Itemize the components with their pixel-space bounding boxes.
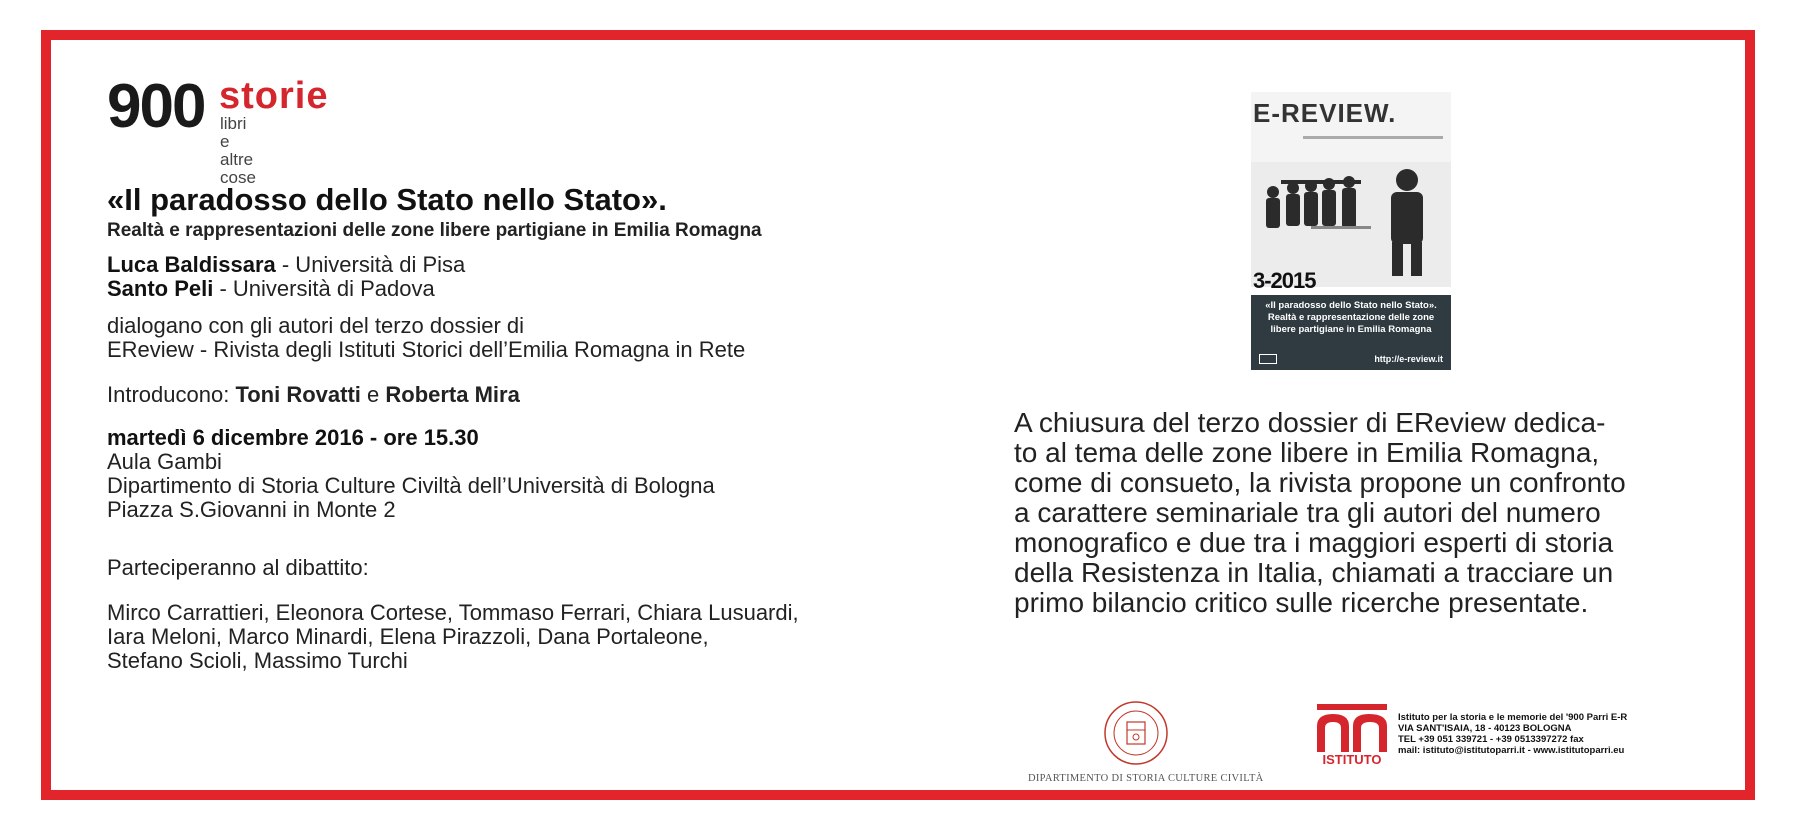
logo-tagline: libri e altre cose [220, 114, 256, 187]
speaker-name: Santo Peli [107, 276, 214, 301]
speaker-affiliation: - Università di Padova [213, 276, 435, 301]
department-label: DIPARTIMENTO DI STORIA CULTURE CIVILTÀ [1028, 773, 1264, 784]
intro-name-1: Toni Rovatti [235, 382, 361, 407]
istituto-logo [1313, 702, 1391, 772]
event-title: «Il paradosso dello Stato nello Stato». [107, 182, 667, 217]
description-line: a carattere seminariale tra gli autori del numero [1014, 497, 1601, 528]
speaker-affiliation: - Università di Pisa [275, 252, 466, 277]
cover-issue: 3-2015 [1253, 268, 1316, 293]
contact-line: mail: istituto@istitutoparri.it - www.istitutoparri.eu [1398, 745, 1625, 756]
description-line: monografico e due tra i maggiori esperti di storia [1014, 527, 1614, 558]
cover-mini-logo-icon [1259, 354, 1277, 364]
intro-and: e [360, 382, 386, 407]
cover-panel [1251, 295, 1451, 370]
introducers [107, 382, 520, 408]
speaker-2 [107, 276, 435, 302]
venue-line-2: Dipartimento di Storia Culture Civiltà dell’Università di Bologna [107, 473, 715, 498]
cover-url: http://e-review.it [1374, 354, 1443, 364]
intro-name-2: Roberta Mira [385, 382, 520, 407]
event-subtitle: Realtà e rappresentazioni delle zone libere partigiane in Emilia Romagna [107, 220, 762, 241]
institute-contacts [1398, 712, 1627, 756]
logo-word: storie [219, 75, 329, 117]
participants-line-2: Iara Meloni, Marco Minardi, Elena Pirazzoli, Dana Portaleone, [107, 624, 709, 649]
description-line: A chiusura del terzo dossier di EReview dedica- [1014, 407, 1606, 438]
istituto-mark-icon [1313, 702, 1391, 754]
cover-panel-text: «Il paradosso dello Stato nello Stato». Realtà e rappresentazione delle zone libere partigiane in Emilia Romagna [1265, 300, 1437, 335]
contact-line: Istituto per la storia e le memorie del '900 Parri E-R [1398, 712, 1628, 723]
cover-header-rule [1303, 136, 1443, 139]
participants-label: Parteciperanno al dibattito: [107, 555, 369, 580]
event-datetime: martedì 6 dicembre 2016 - ore 15.30 [107, 425, 479, 450]
description-line: della Resistenza in Italia, chiamati a tracciare un [1014, 557, 1614, 588]
intro-label: Introducono: [107, 382, 236, 407]
venue-line-1: Aula Gambi [107, 449, 222, 474]
invitation-frame [41, 30, 1755, 800]
cover-header [1251, 92, 1451, 162]
journal-cover [1251, 92, 1451, 370]
speaker-name: Luca Baldissara [107, 252, 276, 277]
participants-line-3: Stefano Scioli, Massimo Turchi [107, 648, 408, 673]
logo-number: 900 [107, 72, 205, 141]
istituto-word: ISTITUTO [1322, 752, 1382, 767]
contact-line: TEL +39 051 339721 - +39 0513397272 fax [1398, 734, 1584, 745]
description-line: come di consueto, la rivista propone un confronto [1014, 467, 1626, 498]
dialogue-line-2: EReview - Rivista degli Istituti Storici dell’Emilia Romagna in Rete [107, 337, 746, 362]
description-line: to al tema delle zone libere in Emilia Romagna, [1014, 437, 1600, 468]
description-line: primo bilancio critico sulle ricerche presentate. [1014, 587, 1589, 618]
description-paragraph [1014, 408, 1734, 618]
speaker-1 [107, 252, 465, 278]
contact-line: VIA SANT'ISAIA, 18 - 40123 BOLOGNA [1398, 723, 1572, 734]
dialogue-line-1: dialogano con gli autori del terzo dossier di [107, 313, 525, 338]
venue-line-3: Piazza S.Giovanni in Monte 2 [107, 497, 396, 522]
participants-line-1: Mirco Carrattieri, Eleonora Cortese, Tommaso Ferrari, Chiara Lusuardi, [107, 600, 799, 625]
university-seal-icon [1103, 700, 1169, 766]
ereview-logo: E-REVIEW. [1253, 98, 1397, 128]
